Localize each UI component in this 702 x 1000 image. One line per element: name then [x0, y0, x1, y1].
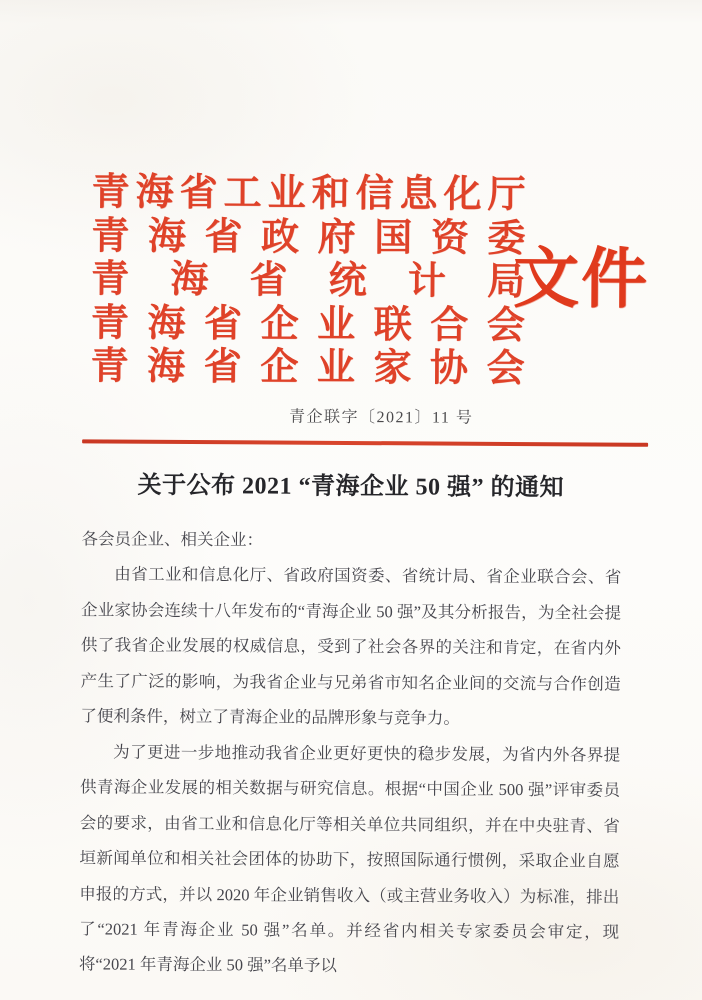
doc-type-label: 文件	[512, 242, 650, 317]
red-separator-line	[82, 439, 648, 446]
letterhead-org-line-3: 青海省统计局	[90, 258, 526, 304]
document-title: 关于公布 2021 “青海企业 50 强” 的通知	[137, 472, 565, 502]
letterhead-org-line-5: 青海省企业家协会	[90, 345, 525, 391]
letterhead-org-line-1: 青海省工业和信息化厅	[91, 171, 526, 217]
letterhead	[90, 171, 525, 391]
document-number: 青企联字〔2021〕11 号	[288, 408, 474, 427]
salutation: 各会员企业、相关企业：	[81, 529, 264, 550]
body-paragraph-2: 为了更进一步地推动我省企业更好更快的稳步发展，为省内外各界提供青海企业发展的相关数据与研究信息。根据“中国企业 500 强”评审委员会的要求，由省工业和信息化厅等相关单位共同组织，并在中央驻青、省垣新闻单位和相关社会团体的协助下，按照国际通行惯例，采取企业自愿申报的方式，并以 2020 年企业销售收入（或主营业务收入）为标准，排出了“2021 年青海企业 50 强”名单。并经省内相关专家委员会审定，现将“2021 年青海企业 50 强”名单予以	[78, 742, 621, 976]
letterhead-org-line-4: 青海省企业联合会	[90, 301, 525, 347]
document-body	[79, 521, 622, 985]
letterhead-org-line-2: 青海省政府国资委	[91, 214, 526, 260]
body-paragraph-1: 由省工业和信息化厅、省政府国资委、省统计局、省企业联合会、省企业家协会连续十八年发布的“青海企业 50 强”及其分析报告，为全社会提供了我省企业发展的权威信息，受到了社会各界的关注和肯定，在省内外产生了广泛的影响，为我省企业与兄弟省市知名企业间的交流与合作创造了便利条件，树立了青海企业的品牌形象与竞争力。	[80, 565, 622, 728]
